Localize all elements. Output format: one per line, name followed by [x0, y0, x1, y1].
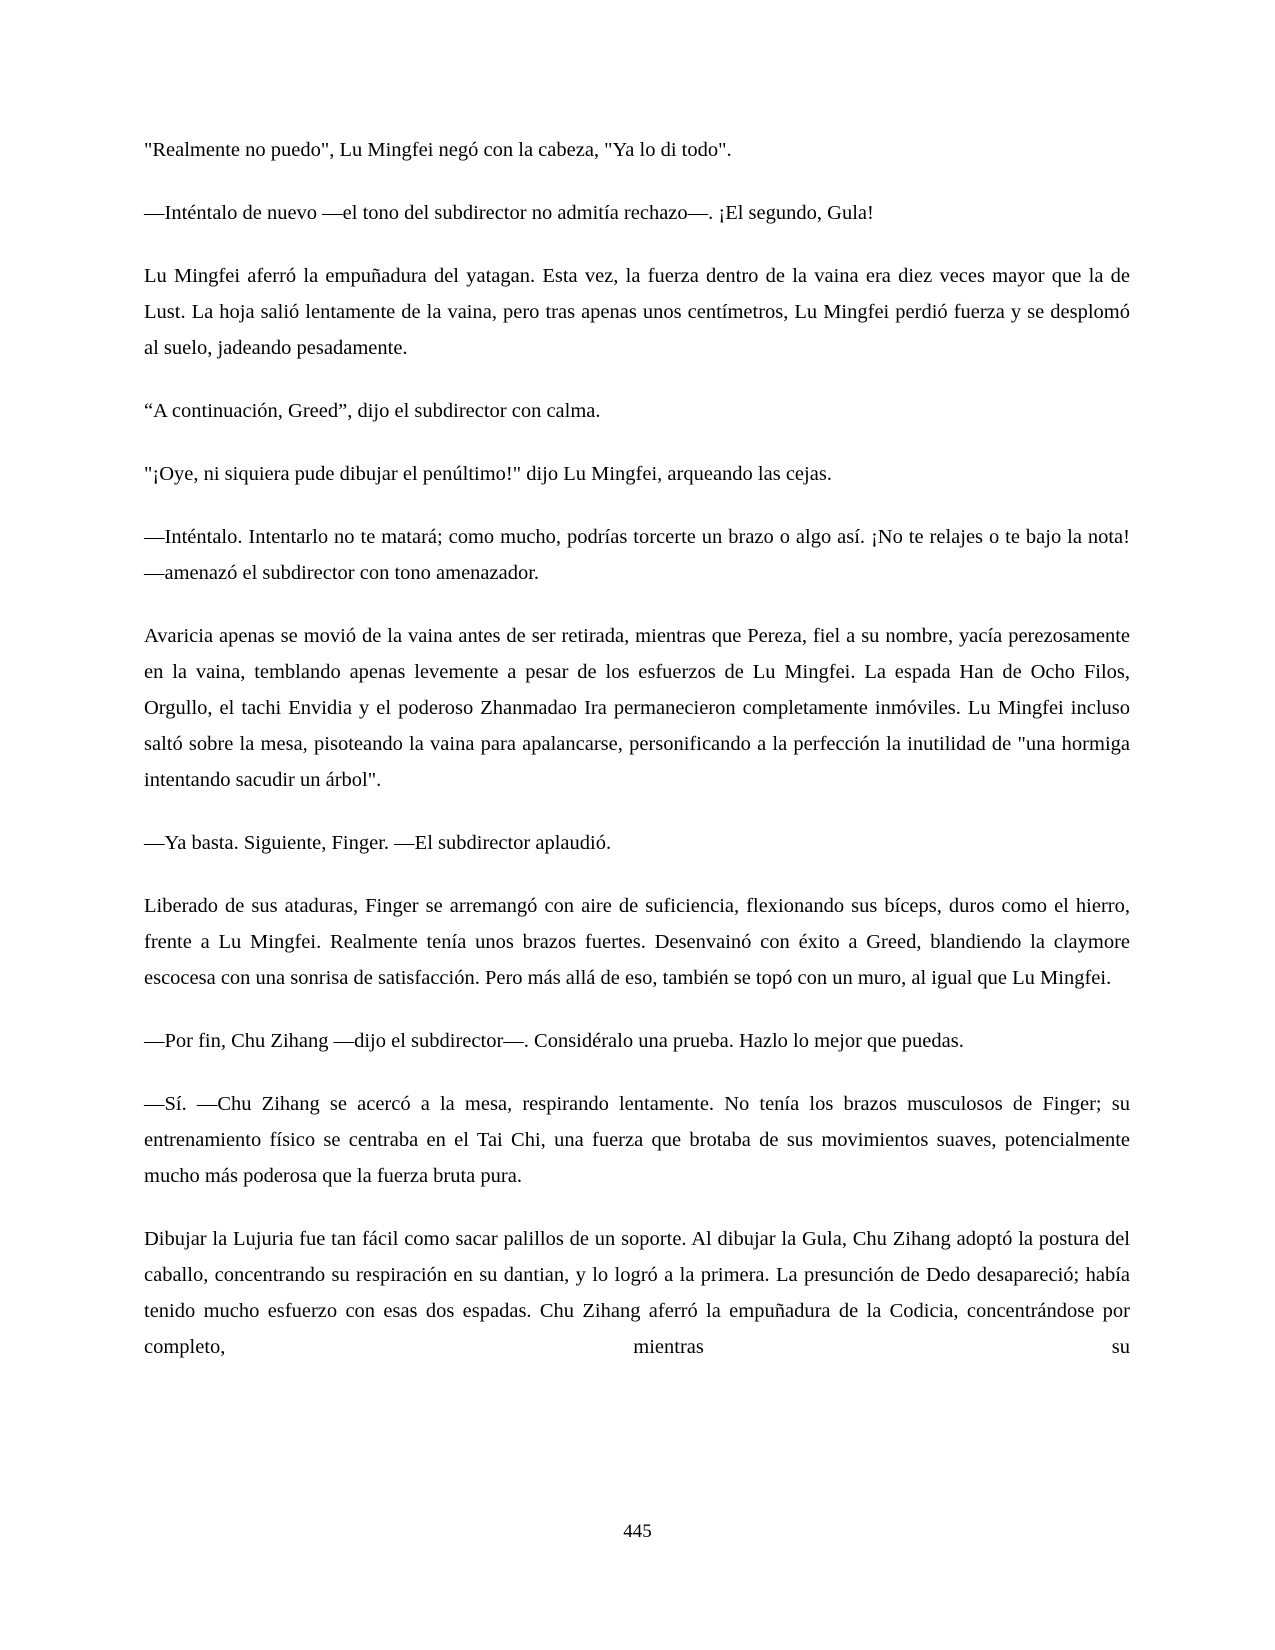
paragraph-intentalo-de-nuevo: —Inténtalo de nuevo —el tono del subdirector no admitía rechazo—. ¡El segundo, Gula! — [144, 202, 874, 224]
paragraph-liberado-de-sus-ataduras: Liberado de sus ataduras, Finger se arremangó con aire de suficiencia, flexionando sus bíceps, duros como el hierro, frente a Lu Mingfei. Realmente tenía unos brazos fuertes. Desenvainó con éxito a Greed, blandiendo la claymore escocesa con una sonrisa de satisfacción. Pero más allá de eso, también se topó con un muro, al igual que Lu Mingfei. — [144, 895, 1136, 989]
paragraph-ya-basta-siguiente-finger: —Ya basta. Siguiente, Finger. —El subdirector aplaudió. — [144, 832, 612, 854]
paragraph-lu-mingfei-aferro: Lu Mingfei aferró la empuñadura del yatagan. Esta vez, la fuerza dentro de la vaina era diez veces mayor que la de Lust. La hoja salió lentamente de la vaina, pero tras apenas unos centímetros, Lu Mingfei perdió fuerza y se desplomó al suelo, jadeando pesadamente. — [144, 265, 1136, 359]
paragraph-a-continuacion-greed: “A continuación, Greed”, dijo el subdirector con calma. — [144, 400, 601, 422]
paragraph-avaricia-apenas-se-movio: Avaricia apenas se movió de la vaina antes de ser retirada, mientras que Pereza, fiel a su nombre, yacía perezosamente en la vaina, temblando apenas levemente a pesar de los esfuerzos de Lu Mingfei. La espada Han de Ocho Filos, Orgullo, el tachi Envidia y el poderoso Zhanmadao Ira permanecieron completamente inmóviles. Lu Mingfei incluso saltó sobre la mesa, pisoteando la vaina para apalancarse, personificando a la perfección la inutilidad de "una hormiga intentando sacudir un árbol". — [144, 625, 1136, 791]
paragraph-intentalo-no-te-matara: —Inténtalo. Intentarlo no te matará; como mucho, podrías torcerte un brazo o algo así. ¡No te relajes o te bajo la nota! —amenazó el subdirector con tono amenazador. — [144, 526, 1136, 584]
paragraph-dibujar-la-lujuria: Dibujar la Lujuria fue tan fácil como sacar palillos de un soporte. Al dibujar la Gula, Chu Zihang adoptó la postura del caballo, concentrando su respiración en su dantian, y lo logró a la primera. La presunción de Dedo desapareció; había tenido mucho esfuerzo con esas dos espadas. Chu Zihang aferró la empuñadura de la Codicia, concentrándose por completo, mientras su — [144, 1228, 1136, 1358]
paragraph-oye-ni-siquiera: "¡Oye, ni siquiera pude dibujar el penúltimo!" dijo Lu Mingfei, arqueando las cejas. — [144, 463, 832, 485]
page-number: 445 — [623, 1521, 652, 1542]
page-body-text — [144, 132, 1136, 1365]
paragraph-realmente-no-puedo: "Realmente no puedo", Lu Mingfei negó con la cabeza, "Ya lo di todo". — [144, 139, 732, 161]
paragraph-si-chu-zihang-se-acerco: —Sí. —Chu Zihang se acercó a la mesa, respirando lentamente. No tenía los brazos musculosos de Finger; su entrenamiento físico se centraba en el Tai Chi, una fuerza que brotaba de sus movimientos suaves, potencialmente mucho más poderosa que la fuerza bruta pura. — [144, 1093, 1136, 1187]
paragraph-por-fin-chu-zihang: —Por fin, Chu Zihang —dijo el subdirector—. Considéralo una prueba. Hazlo lo mejor que puedas. — [144, 1030, 964, 1052]
